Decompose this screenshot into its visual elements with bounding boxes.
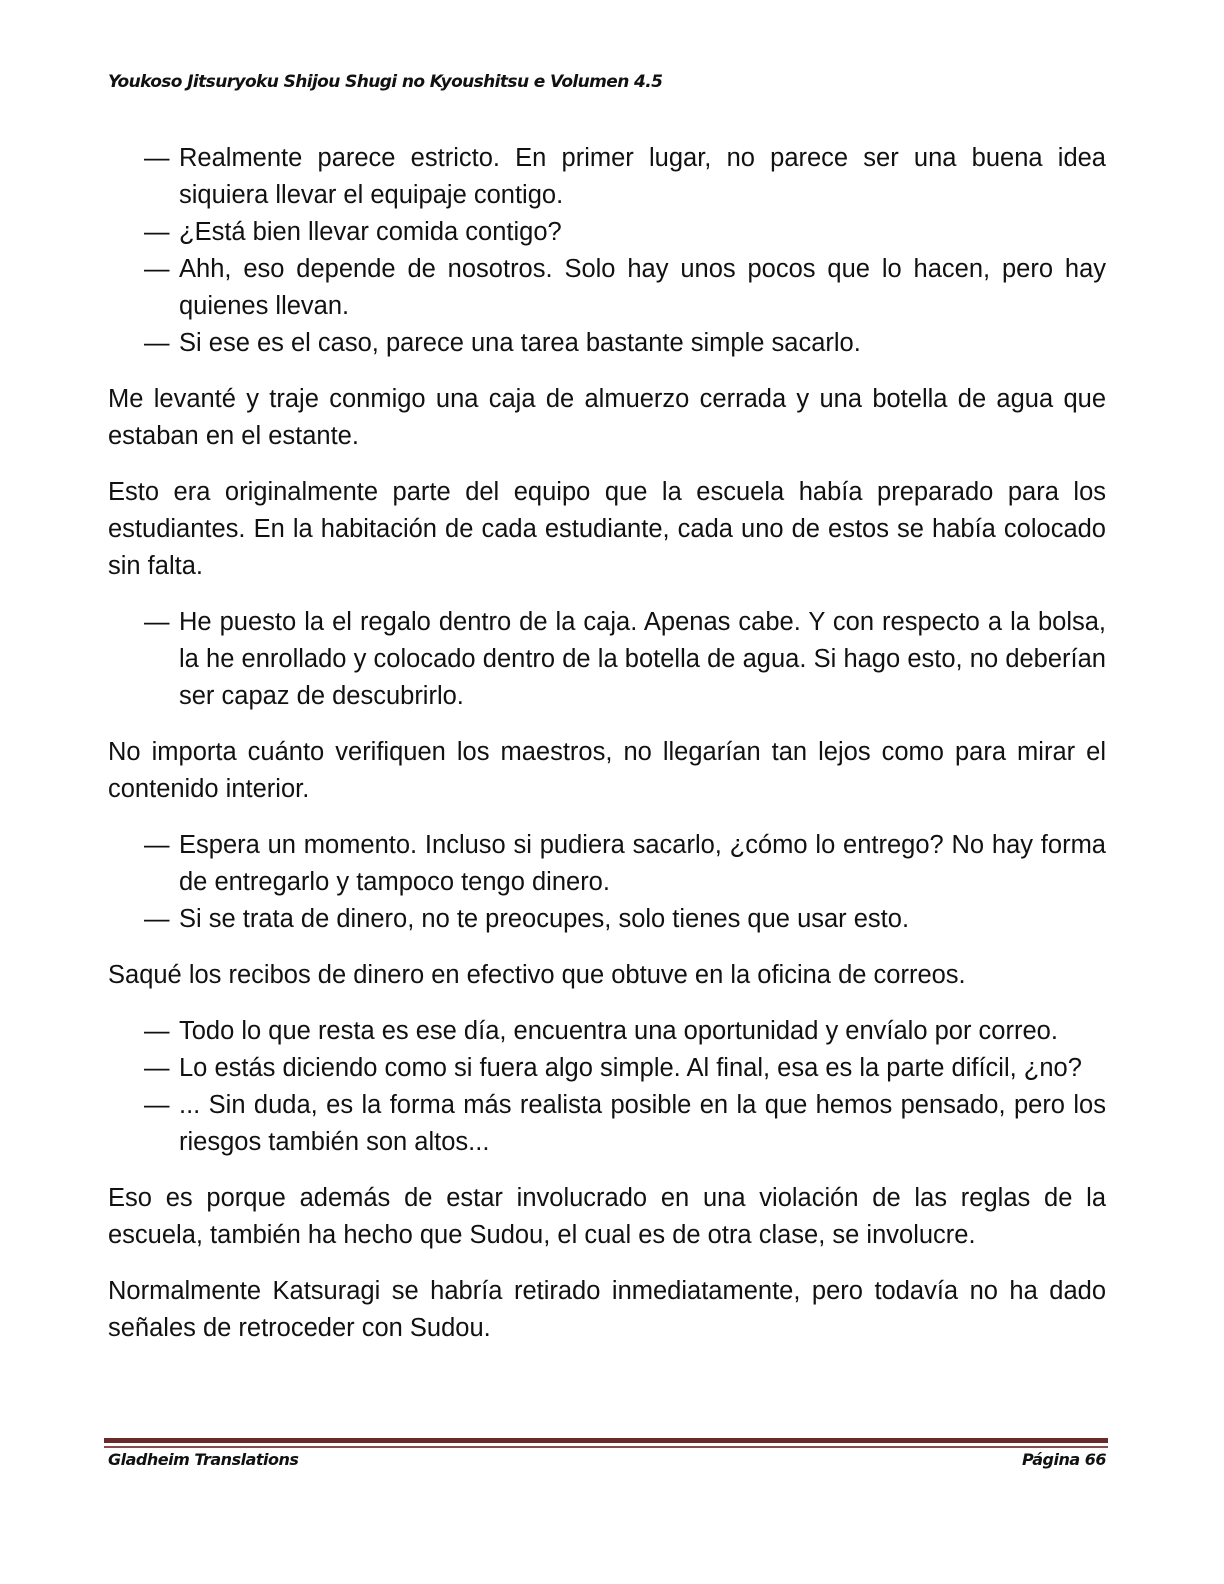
dialogue-dash: — (144, 1017, 170, 1045)
dialogue-block-1 (108, 140, 1106, 362)
dialogue-line: — Todo lo que resta es ese día, encuentra una oportunidad y envíalo por correo. (108, 1013, 1106, 1050)
dialogue-dash: — (144, 831, 170, 859)
dialogue-dash: — (144, 1091, 170, 1119)
narration-paragraph: Eso es porque además de estar involucrado en una violación de las reglas de la escuela, también ha hecho que Sudou, el cual es de otra clase, se involucre. (108, 1184, 1106, 1249)
dialogue-line: — Espera un momento. Incluso si pudiera sacarlo, ¿cómo lo entrego? No hay forma de entregarlo y tampoco tengo dinero. (108, 827, 1106, 901)
narration-paragraph: Esto era originalmente parte del equipo que la escuela había preparado para los estudiantes. En la habitación de cada estudiante, cada uno de estos se había colocado sin falta. (108, 478, 1106, 580)
footer-translator-credit: Gladheim Translations (108, 1450, 299, 1469)
dialogue-line: — Ahh, eso depende de nosotros. Solo hay unos pocos que lo hacen, pero hay quienes llevan. (108, 251, 1106, 325)
footer-rule-thin (104, 1446, 1108, 1448)
narration-paragraph: No importa cuánto verifiquen los maestros, no llegarían tan lejos como para mirar el contenido interior. (108, 738, 1106, 803)
narration-paragraph: Normalmente Katsuragi se habría retirado inmediatamente, pero todavía no ha dado señales de retroceder con Sudou. (108, 1277, 1106, 1342)
dialogue-line: — Lo estás diciendo como si fuera algo simple. Al final, esa es la parte difícil, ¿no? (108, 1050, 1106, 1087)
running-header-title: Youkoso Jitsuryoku Shijou Shugi no Kyoushitsu e Volumen 4.5 (108, 72, 663, 92)
narration-paragraph: Saqué los recibos de dinero en efectivo que obtuve en la oficina de correos. (108, 961, 966, 989)
dialogue-dash: — (144, 144, 170, 172)
narration-paragraph: Me levanté y traje conmigo una caja de almuerzo cerrada y una botella de agua que estaban en el estante. (108, 385, 1106, 450)
dialogue-line: — ¿Está bien llevar comida contigo? (108, 214, 1106, 251)
dialogue-dash: — (144, 329, 170, 357)
dialogue-block-2 (108, 604, 1106, 715)
dialogue-block-3 (108, 827, 1106, 938)
footer-page-number: Página 66 (1022, 1450, 1106, 1469)
dialogue-line: — He puesto la el regalo dentro de la caja. Apenas cabe. Y con respecto a la bolsa, la he enrollado y colocado dentro de la botella de agua. Si hago esto, no deberían ser capaz de descubrirlo. (108, 604, 1106, 715)
footer-rule-thick (104, 1438, 1108, 1443)
page-body (108, 140, 1106, 1366)
dialogue-line: — Si se trata de dinero, no te preocupes, solo tienes que usar esto. (108, 901, 1106, 938)
dialogue-dash: — (144, 608, 170, 636)
dialogue-dash: — (144, 218, 170, 246)
dialogue-line: — Si ese es el caso, parece una tarea bastante simple sacarlo. (108, 325, 1106, 362)
dialogue-line: — ... Sin duda, es la forma más realista posible en la que hemos pensado, pero los riesgos también son altos... (108, 1087, 1106, 1161)
dialogue-dash: — (144, 905, 170, 933)
dialogue-block-4 (108, 1013, 1106, 1161)
dialogue-dash: — (144, 1054, 170, 1082)
dialogue-dash: — (144, 255, 170, 283)
dialogue-line: — Realmente parece estricto. En primer lugar, no parece ser una buena idea siquiera llevar el equipaje contigo. (108, 140, 1106, 214)
